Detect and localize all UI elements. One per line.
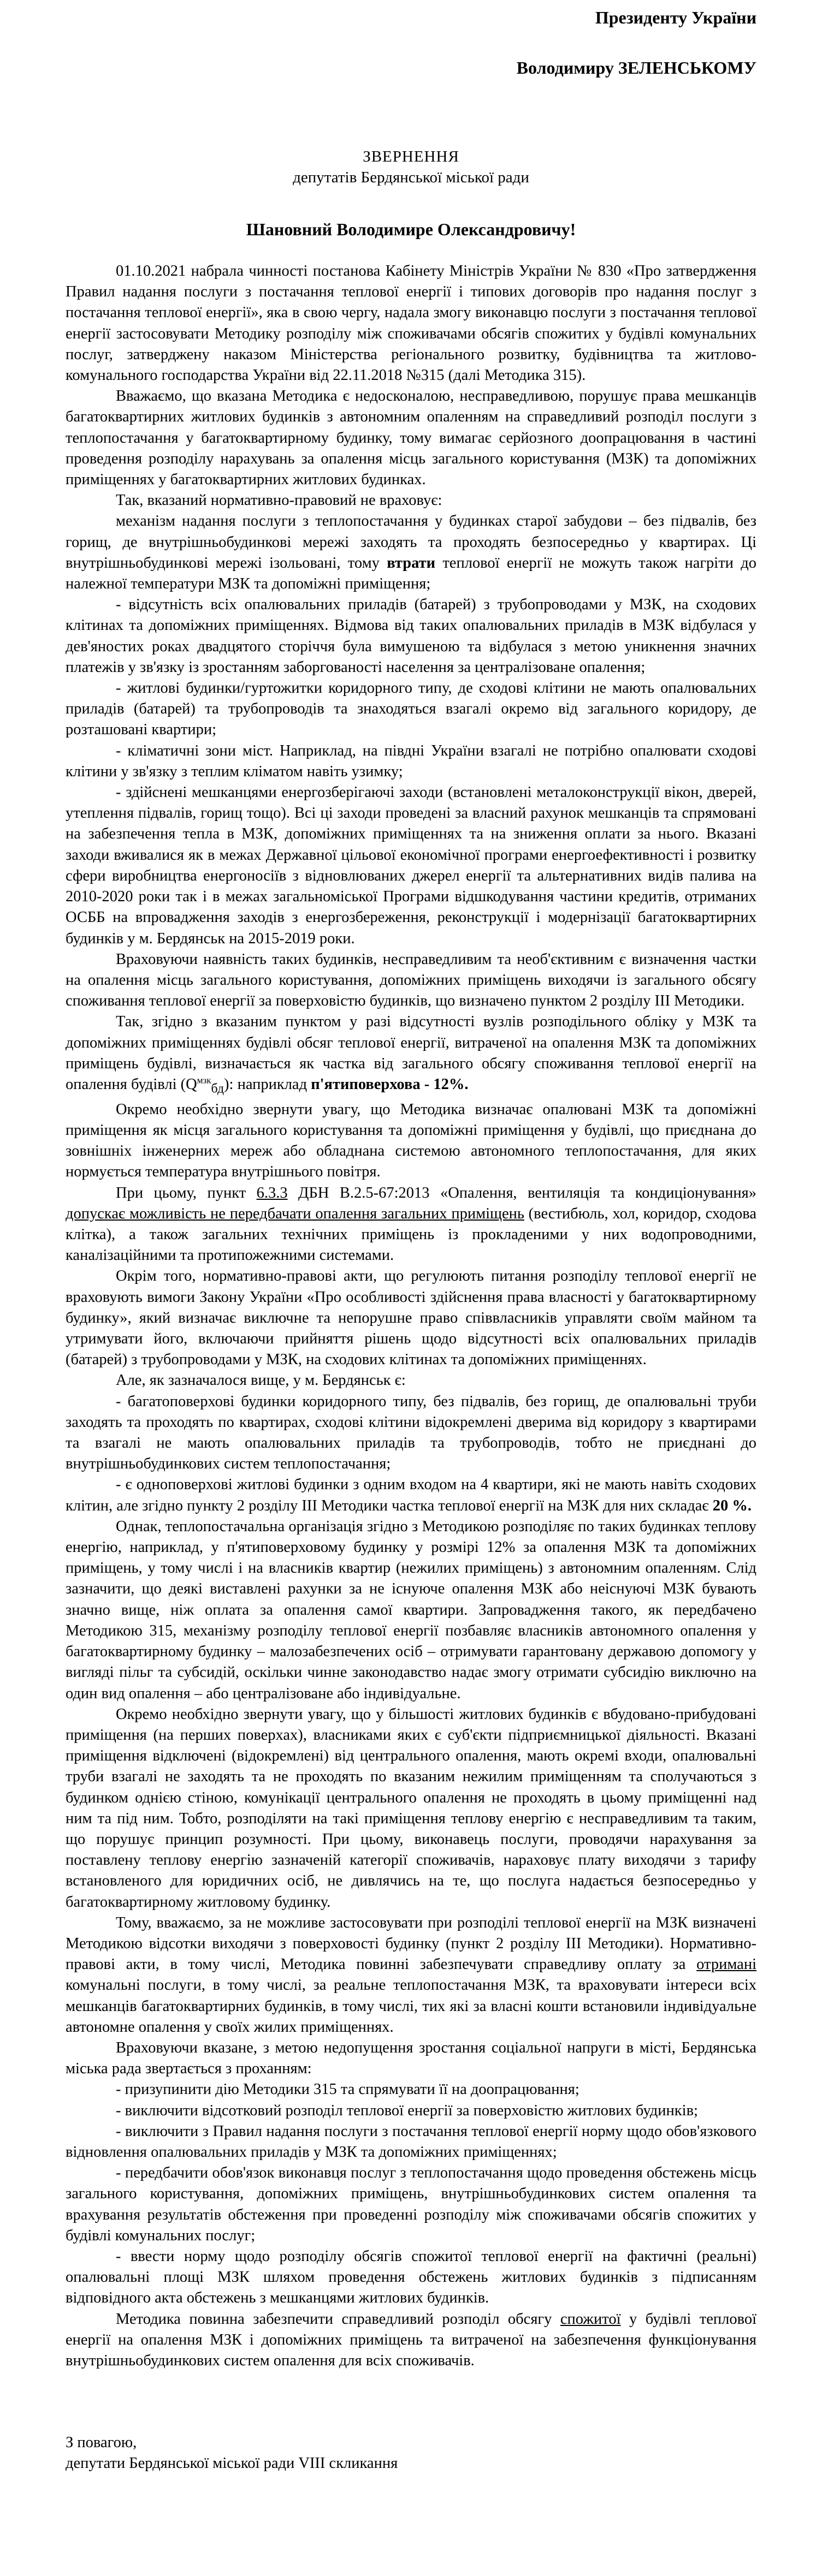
underlined-permission: допускає можливість не передбачати опалення загальних приміщень xyxy=(66,1205,524,1222)
paragraph-request-intro: Враховуючи вказане, з метою недопущення зростання соціальної напруги в місті, Бердянська міська рада звертається з проханням: xyxy=(66,2039,756,2078)
document-title: ЗВЕРНЕННЯ xyxy=(363,148,459,165)
paragraph-old-buildings: механізм надання послуги з теплопостачання у будинках старої забудови – без підвалів, без горищ, де внутрішньобудинкові мережі заходять та проходять безпосередньо у квартирах. Ці внутрішньобудинкові мережі ізольовані, тому втрати теплової енергії не можуть також нагріти до належної температури МЗК та допоміжні приміщення; xyxy=(66,513,756,593)
paragraph-conclusion: Тому, вважаємо, за не можливе застосовувати при розподілі теплової енергії на МЗК визначені Методикою відсотки виходячи з поверховості будинку (пункт 2 розділу III Методики). Нормативно-правові акти, в тому числі, Методика повинні забезпечувати справедливу оплату за отримані комунальні послуги, в тому числі, за реальне теплопостачання МЗК, та враховувати інтереси всіх мешканців багатоквартирних будинків, в тому числі, тих які за власні кошти встановили індивідуальне автономне опалення у своїх жилих приміщеннях. xyxy=(66,1914,756,2036)
paragraph-intro: 01.10.2021 набрала чинності постанова Кабінету Міністрів України № 830 «Про затвердження Правил надання послуги з постачання теплової енергії і типових договорів про надання послуг з постачання теплової енергії», яка в свою чергу, надала змогу виконавцю послуги з постачання теплової енергії застосовувати Методику розподілу між споживачами обсягів спожитих у будівлі комунальних послуг, затверджену наказом Міністерства регіонального розвитку, будівництва та житлово-комунального господарства України від 22.11.2018 №315 (далі Методика 315). xyxy=(66,263,756,384)
paragraph-no-radiators: - відсутність всіх опалювальних приладів (батарей) з трубопроводами у МЗК, на сходових клітинах та допоміжних приміщеннях. Відмова від таких опалювальних приладів в МЗК відбулася у дев'яностих роках двадцятого сторіччя була вимушеною та відбулася з метою уникнення значних платежів у зв'язку із зростанням заборгованості населення за централізоване опалення; xyxy=(66,596,756,676)
signature-greeting: З повагою, xyxy=(66,2434,137,2452)
bold-twenty-percent: 20 %. xyxy=(712,1497,752,1514)
appeal-document xyxy=(66,0,756,2474)
paragraph-distribution: Однак, теплопостачальна організація згідно з Методикою розподіляє по таких будинках теплову енергію, наприклад, у п'ятиповерховому будинку у розмірі 12% за опалення МЗК та допоміжних приміщень, у тому числі і на власників квартир (нежилих приміщень) з автономним опаленням. Слід зазначити, що деякі виставлені рахунки за не існуюче опалення МЗК або неіснуючі МЗК бувають значно вище, ніж оплата за опалення самої квартири. Запровадження такого, як передбачено Методикою 315, механізму розподілу теплової енергії позбавляє власників автономного опалення у багатоквартирному будинку – малозабезпечених осіб – отримувати гарантовану державою допомогу у вигляді пільг та субсидій, оскільки чинне законодавство надає змогу отримати субсидію виключно на один вид опалення – або централізоване або індивідуальне. xyxy=(66,1518,756,1702)
paragraph-energy-saving: - здійснені мешканцями енергозберігаючі заходи (встановлені металоконструкції вікон, дверей, утеплення підвалів, горищ тощо). Всі ці заходи проведені за власний рахунок мешканців та спрямовані на забезпечення тепла в МЗК, допоміжних приміщеннях та на зниження оплати за нього. Вказані заходи вживалися як в межах Державної цільової економічної програми енергоефективності і розвитку сфери виробництва енергоносіїв з відновлюваних джерел енергії та альтернативних видів палива на 2010-2020 роки так і в межах загальноміської Програми відшкодування частини кредитів, отриманих ОСББ на впровадження заходів з енергозбереження, реконструкції і модернізації багатоквартирних будинків у м. Бердянськ на 2015-2019 роки. xyxy=(66,784,756,947)
paragraph-law: Окрім того, нормативно-правові акти, що регулюють питання розподілу теплової енергії не враховують вимоги Закону України «Про особливості здійснення права власності у багатоквартирному будинку», який визначає виключне та непорушне право співвласників управляти своїм майном та утримувати його, включаючи прийняття рішень щодо відсутності всіх опалювальних приладів (батарей) з трубопроводами у МЗК, на сходових клітинах та допоміжних приміщеннях. xyxy=(66,1268,756,1369)
addressee-name: Володимиру ЗЕЛЕНСЬКОМУ xyxy=(516,58,756,78)
salutation: Шановний Володимире Олександровичу! xyxy=(246,219,576,239)
paragraph-final: Методика повинна забезпечити справедливий розподіл обсягу спожитої у будівлі теплової енергії на опалення МЗК і допоміжних приміщень та витраченої на забезпечення функціонування внутрішньобудинкових систем опалення для всіх споживачів. xyxy=(66,2310,756,2369)
underlined-consumed: спожитої xyxy=(560,2310,621,2328)
paragraph-commercial: Окремо необхідно звернути увагу, що у більшості житлових будинків є вбудовано-прибудовані приміщення (на перших поверхах), власниками яких є суб'єкти підприємницької діяльності. Вказані приміщення відключені (відокремлені) від центрального опалення, мають окремі входи, опалювальні труби взагалі не заходять та не проходять по вказаним нежилим приміщенням та сполучаються з будинком однією стіною, комунікації центрального опалення не проходять в цьому приміщенні над ним та під ним. Тобто, розподіляти на такі приміщення теплову енергію є несправедливим та таким, що порушує принцип розумності. При цьому, виконавець послуги, проводячи нарахування за поставлену теплову енергію зазначеній категорії споживачів, нараховує плату виходячи з тарифу встановленого для юридичних осіб, не дивлячись на те, що послуга надається безпосередньо у багатоквартирному житловому будинку. xyxy=(66,1705,756,1911)
underlined-received: отримані xyxy=(696,1956,756,1973)
addressee-title: Президенту України xyxy=(595,8,756,27)
document-subtitle: депутатів Бердянської міської ради xyxy=(293,169,529,186)
paragraph-dbn: При цьому, пункт 6.3.3 ДБН В.2.5-67:2013 «Опалення, вентиляція та кондиціонування» допускає можливість не передбачати опалення загальних приміщень (вестибюль, хол, коридор, сходова клітка), а також загальних технічних приміщень із прокладеними у них водопроводними, каналізаційними та протипожежними системами. xyxy=(66,1184,757,1264)
bold-losses: втрати xyxy=(387,554,436,572)
paragraph-multistorey: - багатоповерхові будинки коридорного типу, без підвалів, без горищ, де опалювальні труби заходять та проходять по квартирах, сходові клітини відокремлені дверима від коридору з квартирами та взагалі не мають опалювальних приладів та трубопроводів, тобто не приєднані до внутрішньобудинкових систем теплопостачання; xyxy=(66,1393,756,1473)
paragraph-corridor-type: - житлові будинки/гуртожитки коридорного типу, де сходові клітини не мають опалювальних приладів (батарей) та трубопроводів та знаходяться взагалі окремо від загального коридору, де розташовані квартири; xyxy=(66,680,756,739)
formula-subscript: бд xyxy=(211,1081,224,1096)
request-exclude-norm: - виключити з Правил надання послуги з постачання теплової енергії норму щодо обов'язкового відновлення опалювальних приладів у МЗК та допоміжних приміщеннях; xyxy=(66,2122,756,2161)
request-exclude-percent: - виключити відсотковий розподіл теплової енергії за поверховістю житлових будинків; xyxy=(116,2102,698,2119)
request-actual-area: - ввести норму щодо розподілу обсягів спожитої теплової енергії на фактичні (реальні) опалювальні площі МЗК шляхом проведення обстежень житлових будинків з підписанням відповідного акта обстежень з мешканцями житлових будинків. xyxy=(66,2247,756,2307)
document-body xyxy=(66,261,756,2371)
bold-five-storey: п'ятиповерхова - 12%. xyxy=(311,1075,469,1093)
paragraph-climate: - кліматичні зони міст. Наприклад, на півдні України взагалі не потрібно опалювати сходові клітини у зв'язку з теплим кліматом навіть узимку; xyxy=(66,742,756,780)
signature-authors: депутати Бердянської міської ради VIII скликання xyxy=(66,2455,398,2472)
request-inspections: - передбачити обов'язок виконавця послуг з теплопостачання щодо проведення обстежень місць загального користування, допоміжних приміщень, внутрішньобудинкових систем опалення та врахування результатів обстеження при проведенні розподілу між споживачами обсягів спожитих у будівлі комунальних послуг; xyxy=(66,2164,756,2244)
paragraph-formula: Так, згідно з вказаним пунктом у разі відсутності вузлів розподільного обліку у МЗК та допоміжних приміщеннях будівлі обсяг теплової енергії, витраченої на опалення МЗК та допоміжних приміщень будівлі, визначається як частка від загального обсягу споживання теплової енергії на опалення будівлі $(Q^{мзк}_{бд})$: наприклад п'ятиповерхова - 12%. xyxy=(66,1013,756,1096)
signature-block xyxy=(66,2432,756,2474)
underlined-clause: 6.3.3 xyxy=(256,1184,288,1201)
paragraph-list-intro: Так, вказаний нормативно-правовий не враховує: xyxy=(116,492,442,509)
request-suspend: - призупинити дію Методики 315 та спрямувати її на доопрацювання; xyxy=(116,2081,580,2098)
paragraph-unfair-share: Враховуючи наявність таких будинків, несправедливим та необ'єктивним є визначення частки на опалення місць загального користування, допоміжних приміщень виходячи із загального обсягу споживання теплової енергії за поверховістю будинків, що визначено пунктом 2 розділу III Методики. xyxy=(66,950,756,1010)
formula-superscript: мзк xyxy=(197,1075,211,1086)
paragraph-single-storey: - є одноповерхові житлові будинки з одним входом на 4 квартири, які не мають навіть сходових клітин, але згідно пункту 2 розділу III Методики частка теплової енергії на МЗК для них складає 20 %. xyxy=(66,1476,756,1514)
paragraph-position: Вважаємо, що вказана Методика є недосконалою, несправедливою, порушує права мешканців багатоквартирних житлових будинків з автономним опаленням на справедливий розподіл послуги з теплопостачання у багатоквартирному будинку, тому вимагає серйозного доопрацювання в частині проведення розподілу нарахувань за опалення місць загального користування (МЗК) та допоміжних приміщеннях у багатоквартирних житлових будинках. xyxy=(66,388,756,489)
paragraph-methodology-definition: Окремо необхідно звернути увагу, що Методика визначає опалювані МЗК та допоміжні приміщення як місця загального користування та допоміжні приміщення у будівлі, що приєднана до зовнішніх інженерних мереж або обладнана системою автономного теплопостачання, для яких нормується температура внутрішнього повітря. xyxy=(66,1100,756,1181)
paragraph-berdiansk: Але, як зазначалося вище, у м. Бердянськ є: xyxy=(116,1372,406,1389)
